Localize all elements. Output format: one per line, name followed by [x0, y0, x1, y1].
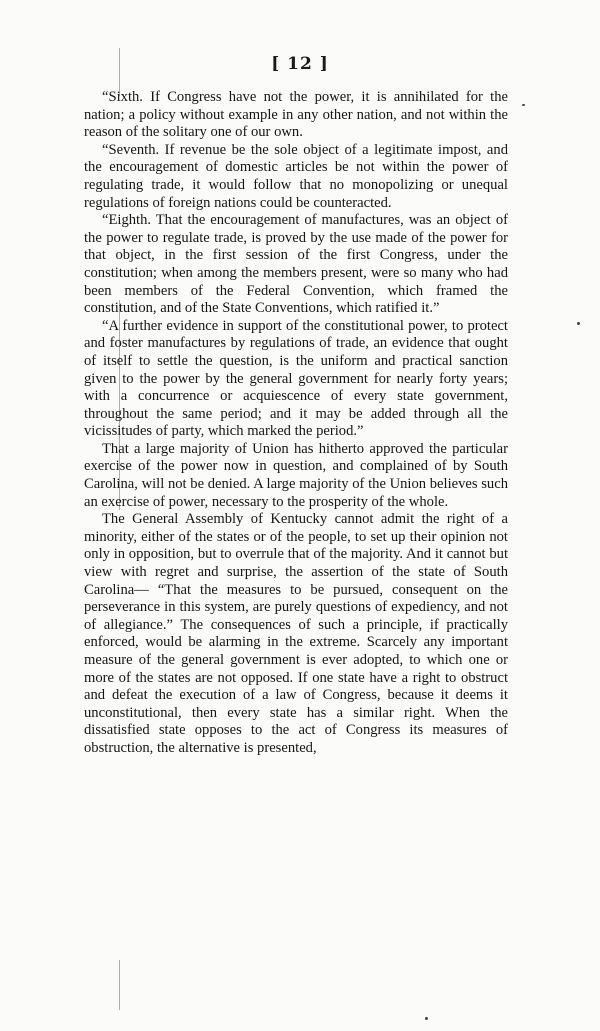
scan-speck [522, 104, 525, 106]
paragraph-general-assembly: The General Assembly of Kentucky cannot admit the right of a minority, either of the states or of the people, to set up their opinion not only in opposition, but to overrule that of the majority. And it cannot but view with regret and surprise, the assertion of the state of South Carolina— “That the measures to be pursued, consequent on the perseverance in this system, are purely questions of expediency, and not of allegiance.” The consequences of such a principle, if practically enforced, would be alarming in the extreme. Scarcely any important measure of the general government is ever adopted, to which one or more of the states are not opposed. If one state have a right to obstruct and defeat the execution of a law of Congress, because it deems it unconstitutional, then every state has a similar right. When the dissatisfied state opposes to the act of Congress its measures of obstruction, the alternative is presented, [84, 511, 508, 756]
paragraph-seventh: “Seventh. If revenue be the sole object of a legitimate impost, and the encouragement of domestic articles be not within the power of regulating trade, it would follow that no monopolizing or unequal regulations of foreign nations could be counteracted. [84, 141, 508, 211]
scan-speck [425, 1017, 428, 1020]
paragraph-sixth: “Sixth. If Congress have not the power, it is annihilated for the nation; a policy without example in any other nation, and not within the reason of the solitary one of our own. [84, 89, 508, 141]
paragraph-majority: That a large majority of Union has hitherto approved the particular exercise of the power now in question, and complained of by South Carolina, will not be denied. A large majority of the Union believes such an exercise of power, necessary to the prosperity of the whole. [84, 440, 508, 510]
paragraph-further-evidence: “A further evidence in support of the constitutional power, to protect and foster manufactures by regulations of trade, an evidence that ought of itself to settle the question, is the uniform and practical sanction given to the power by the general government for nearly forty years; with a concurrence or acquiescence of every state government, throughout the same period; and it may be added through all the vicissitudes of party, which marked the period.” [84, 317, 508, 440]
body-text [84, 89, 508, 758]
page-number: [ 12 ] [271, 54, 329, 74]
scan-margin-line [119, 960, 120, 1010]
scan-speck [577, 322, 580, 325]
paragraph-eighth: “Eighth. That the encouragement of manufactures, was an object of the power to regulate trade, is proved by the use made of the power for that object, in the first session of the first Congress, under the constitution; when among the members present, were so many who had been members of the Federal Convention, which framed the constitution, and of the State Conventions, which ratified it.” [84, 212, 508, 317]
